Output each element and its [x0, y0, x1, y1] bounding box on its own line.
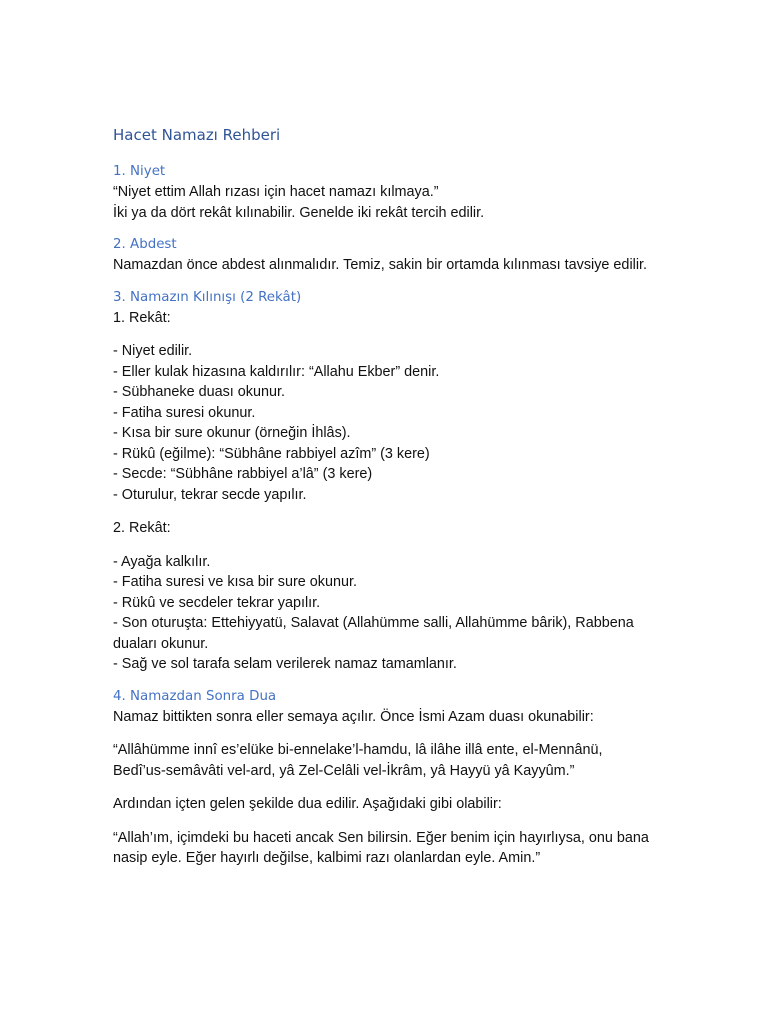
- list-item: - Niyet edilir.: [113, 343, 193, 359]
- list-item: - Son oturuşta: Ettehiyyatü, Salavat (Allahümme salli, Allahümme bârik), Rabbena duaları okunur.: [113, 615, 634, 652]
- dua-after-text: Ardından içten gelen şekilde dua edilir. Aşağıdaki gibi olabilir:: [113, 796, 502, 812]
- section-niyet: [113, 162, 653, 223]
- rekat1-list: [113, 341, 653, 505]
- list-item: - Ayağa kalkılır.: [113, 553, 211, 570]
- list-item: - Rükû ve secdeler tekrar yapılır.: [113, 594, 321, 611]
- document-page: [113, 124, 653, 881]
- list-item: - Fatiha suresi ve kısa bir sure okunur.: [113, 574, 357, 590]
- section-heading-niyet: 1. Niyet: [113, 164, 166, 179]
- section-dua: [113, 687, 653, 869]
- list-item: - Kısa bir sure okunur (örneğin İhlâs).: [113, 425, 351, 441]
- niyet-statement: “Niyet ettim Allah rızası için hacet namazı kılmaya.”: [113, 184, 439, 200]
- section-abdest: [113, 235, 653, 276]
- ismi-azam-prayer: “Allâhümme innî es’elüke bi-ennelake’l-hamdu, lâ ilâhe illâ ente, el-Mennânü, Bedî’us-semâvâti vel-ard, yâ Zel-Celâli vel-İkrâm, yâ Hayyü yâ Kayyûm.”: [113, 742, 603, 779]
- rekat2-label: 2. Rekât:: [113, 520, 171, 536]
- list-item: - Fatiha suresi okunur.: [113, 404, 256, 421]
- list-item: - Secde: “Sübhâne rabbiyel a’lâ” (3 kere): [113, 466, 373, 482]
- rekat2-list: [113, 552, 653, 675]
- list-item: - Rükû (eğilme): “Sübhâne rabbiyel azîm” (3 kere): [113, 445, 430, 462]
- rekat1-label: 1. Rekât:: [113, 309, 171, 326]
- niyet-rekat-note: İki ya da dört rekât kılınabilir. Genelde iki rekât tercih edilir.: [113, 204, 485, 221]
- abdest-text: Namazdan önce abdest alınmalıdır. Temiz, sakin bir ortamda kılınması tavsiye edilir.: [113, 257, 648, 273]
- dua-intro: Namaz bittikten sonra eller semaya açılır. Önce İsmi Azam duası okunabilir:: [113, 708, 594, 725]
- section-heading-dua: 4. Namazdan Sonra Dua: [113, 688, 277, 704]
- hacet-prayer: “Allah’ım, içimdeki bu haceti ancak Sen bilirsin. Eğer benim için hayırlıysa, onu bana nasip eyle. Eğer hayırlı değilse, kalbimi razı olanlardan eyle. Amin.”: [113, 829, 649, 866]
- list-item: - Sübhaneke duası okunur.: [113, 384, 286, 400]
- section-kilinis: [113, 288, 653, 675]
- list-item: - Sağ ve sol tarafa selam verilerek namaz tamamlanır.: [113, 656, 457, 672]
- section-heading-kilinis: 3. Namazın Kılınışı (2 Rekât): [113, 289, 302, 305]
- document-title: Hacet Namazı Rehberi: [113, 126, 281, 144]
- list-item: - Oturulur, tekrar secde yapılır.: [113, 486, 307, 503]
- list-item: - Eller kulak hizasına kaldırılır: “Allahu Ekber” denir.: [113, 363, 440, 380]
- section-heading-abdest: 2. Abdest: [113, 237, 177, 252]
